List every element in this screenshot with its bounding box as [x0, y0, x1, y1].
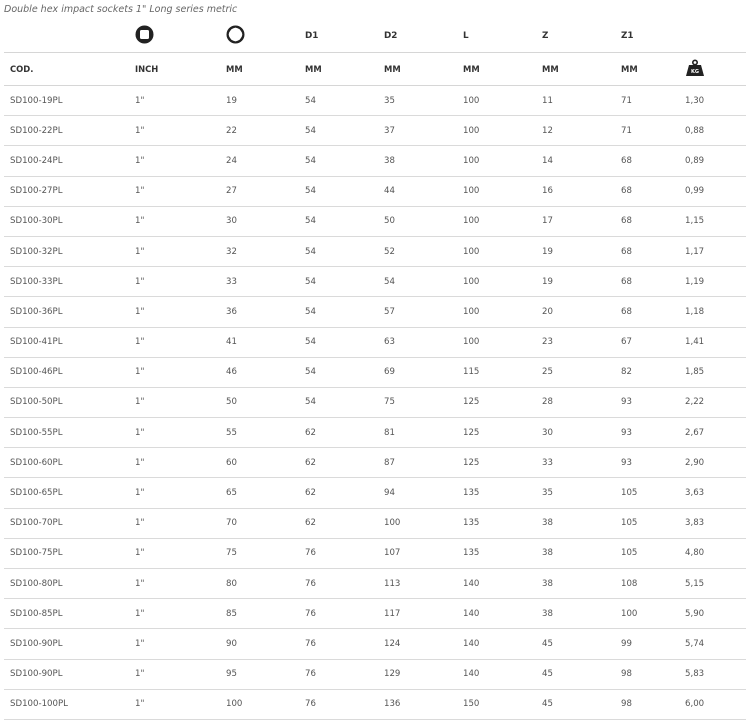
unit-mm-z: MM — [536, 53, 615, 86]
cell-z: 12 — [536, 116, 615, 146]
cell-z1: 67 — [615, 327, 679, 357]
cell-d2: 124 — [378, 629, 457, 659]
cell-d1: 54 — [299, 116, 378, 146]
header-dimension-row — [4, 20, 746, 53]
cell-weight: 4,80 — [679, 538, 746, 568]
cell-z: 23 — [536, 327, 615, 357]
cell-drive: 1" — [129, 659, 220, 689]
header-empty — [4, 20, 129, 53]
cell-drive: 1" — [129, 176, 220, 206]
header-z1: Z1 — [621, 31, 634, 41]
unit-mm-d1: MM — [299, 53, 378, 86]
table-body — [4, 86, 746, 720]
cell-weight: 2,22 — [679, 387, 746, 417]
cell-z: 25 — [536, 357, 615, 387]
cell-size: 65 — [220, 478, 299, 508]
cell-d1: 54 — [299, 297, 378, 327]
cell-z: 38 — [536, 508, 615, 538]
cell-d2: 37 — [378, 116, 457, 146]
cell-d2: 52 — [378, 236, 457, 266]
table-row — [4, 146, 746, 176]
table-row — [4, 116, 746, 146]
cell-z: 33 — [536, 448, 615, 478]
cell-d2: 100 — [378, 508, 457, 538]
cell-d1: 76 — [299, 689, 378, 719]
cell-weight: 0,99 — [679, 176, 746, 206]
sockets-spec-table — [4, 20, 746, 720]
table-row — [4, 297, 746, 327]
cell-z: 45 — [536, 659, 615, 689]
unit-inch: INCH — [129, 53, 220, 86]
cell-weight: 0,89 — [679, 146, 746, 176]
cell-weight: 3,83 — [679, 508, 746, 538]
cell-weight: 2,67 — [679, 418, 746, 448]
weight-kg-icon — [685, 59, 705, 79]
cell-d2: 87 — [378, 448, 457, 478]
cell-code: SD100-50PL — [4, 387, 129, 417]
header-empty-weight — [679, 20, 746, 53]
cell-weight: 1,17 — [679, 236, 746, 266]
cell-d1: 54 — [299, 146, 378, 176]
cell-z1: 68 — [615, 297, 679, 327]
cell-d2: 113 — [378, 569, 457, 599]
cell-code: SD100-46PL — [4, 357, 129, 387]
cell-size: 100 — [220, 689, 299, 719]
cell-z1: 68 — [615, 267, 679, 297]
cell-code: SD100-19PL — [4, 86, 129, 116]
cell-weight: 2,90 — [679, 448, 746, 478]
cell-weight: 1,15 — [679, 206, 746, 236]
cell-size: 27 — [220, 176, 299, 206]
cell-code: SD100-70PL — [4, 508, 129, 538]
cell-z: 45 — [536, 629, 615, 659]
cell-d1: 54 — [299, 267, 378, 297]
cell-size: 22 — [220, 116, 299, 146]
cell-size: 30 — [220, 206, 299, 236]
cell-d1: 62 — [299, 478, 378, 508]
table-row — [4, 599, 746, 629]
cell-size: 75 — [220, 538, 299, 568]
cell-z1: 93 — [615, 387, 679, 417]
cell-code: SD100-27PL — [4, 176, 129, 206]
cell-l: 100 — [457, 327, 536, 357]
cell-code: SD100-41PL — [4, 327, 129, 357]
cell-drive: 1" — [129, 599, 220, 629]
cell-weight: 5,83 — [679, 659, 746, 689]
cell-l: 140 — [457, 599, 536, 629]
table-row — [4, 327, 746, 357]
header-z: Z — [542, 31, 549, 41]
cell-l: 140 — [457, 659, 536, 689]
cell-d1: 76 — [299, 599, 378, 629]
table-row — [4, 357, 746, 387]
cell-l: 100 — [457, 236, 536, 266]
cell-drive: 1" — [129, 86, 220, 116]
cell-drive: 1" — [129, 206, 220, 236]
cell-z: 28 — [536, 387, 615, 417]
cell-d2: 35 — [378, 86, 457, 116]
cell-l: 115 — [457, 357, 536, 387]
cell-drive: 1" — [129, 236, 220, 266]
unit-mm-hex: MM — [220, 53, 299, 86]
cell-l: 100 — [457, 206, 536, 236]
cell-weight: 5,74 — [679, 629, 746, 659]
cell-z1: 98 — [615, 659, 679, 689]
cell-code: SD100-30PL — [4, 206, 129, 236]
cell-code: SD100-65PL — [4, 478, 129, 508]
cell-code: SD100-36PL — [4, 297, 129, 327]
table-row — [4, 629, 746, 659]
table-row — [4, 569, 746, 599]
cell-d1: 76 — [299, 659, 378, 689]
cell-l: 125 — [457, 387, 536, 417]
header-d2: D2 — [384, 31, 398, 41]
cell-drive: 1" — [129, 357, 220, 387]
hex-socket-icon — [226, 25, 245, 47]
cell-l: 125 — [457, 418, 536, 448]
cell-z1: 82 — [615, 357, 679, 387]
cell-z: 14 — [536, 146, 615, 176]
cell-d2: 44 — [378, 176, 457, 206]
cell-size: 46 — [220, 357, 299, 387]
cell-z: 30 — [536, 418, 615, 448]
cell-size: 60 — [220, 448, 299, 478]
cell-d2: 136 — [378, 689, 457, 719]
unit-mm-d2: MM — [378, 53, 457, 86]
cell-d2: 94 — [378, 478, 457, 508]
cell-d1: 76 — [299, 538, 378, 568]
header-d1: D1 — [305, 31, 319, 41]
cell-l: 150 — [457, 689, 536, 719]
cell-drive: 1" — [129, 448, 220, 478]
square-drive-icon — [135, 25, 154, 47]
cell-weight: 6,00 — [679, 689, 746, 719]
cell-l: 140 — [457, 569, 536, 599]
cell-z1: 105 — [615, 508, 679, 538]
cell-l: 100 — [457, 267, 536, 297]
table-row — [4, 176, 746, 206]
table-row — [4, 538, 746, 568]
cell-l: 100 — [457, 86, 536, 116]
table-row — [4, 508, 746, 538]
cell-l: 100 — [457, 146, 536, 176]
cell-code: SD100-33PL — [4, 267, 129, 297]
cell-z1: 68 — [615, 236, 679, 266]
cell-code: SD100-32PL — [4, 236, 129, 266]
cell-z: 11 — [536, 86, 615, 116]
cell-size: 33 — [220, 267, 299, 297]
cell-d2: 63 — [378, 327, 457, 357]
unit-code: COD. — [4, 53, 129, 86]
cell-size: 50 — [220, 387, 299, 417]
table-caption: Double hex impact sockets 1" Long series metric — [4, 4, 238, 15]
cell-size: 32 — [220, 236, 299, 266]
cell-d1: 54 — [299, 176, 378, 206]
cell-z: 38 — [536, 599, 615, 629]
cell-size: 85 — [220, 599, 299, 629]
cell-size: 24 — [220, 146, 299, 176]
cell-d2: 57 — [378, 297, 457, 327]
table-row — [4, 86, 746, 116]
table-row — [4, 267, 746, 297]
cell-z1: 108 — [615, 569, 679, 599]
cell-d2: 38 — [378, 146, 457, 176]
cell-l: 135 — [457, 538, 536, 568]
cell-z1: 100 — [615, 599, 679, 629]
cell-drive: 1" — [129, 327, 220, 357]
cell-d2: 81 — [378, 418, 457, 448]
cell-z: 45 — [536, 689, 615, 719]
cell-z: 19 — [536, 267, 615, 297]
cell-l: 100 — [457, 297, 536, 327]
cell-d1: 76 — [299, 569, 378, 599]
cell-drive: 1" — [129, 538, 220, 568]
unit-weight-cell — [679, 53, 746, 86]
cell-z1: 71 — [615, 116, 679, 146]
cell-size: 90 — [220, 629, 299, 659]
table-row — [4, 418, 746, 448]
cell-z: 35 — [536, 478, 615, 508]
header-hex-socket-cell — [220, 20, 299, 53]
cell-z: 38 — [536, 569, 615, 599]
cell-weight: 5,15 — [679, 569, 746, 599]
table-row — [4, 236, 746, 266]
cell-l: 140 — [457, 629, 536, 659]
cell-z1: 68 — [615, 146, 679, 176]
cell-size: 36 — [220, 297, 299, 327]
cell-d2: 50 — [378, 206, 457, 236]
cell-z1: 105 — [615, 538, 679, 568]
cell-drive: 1" — [129, 297, 220, 327]
cell-z1: 99 — [615, 629, 679, 659]
cell-weight: 5,90 — [679, 599, 746, 629]
cell-weight: 1,41 — [679, 327, 746, 357]
cell-weight: 3,63 — [679, 478, 746, 508]
cell-size: 19 — [220, 86, 299, 116]
cell-code: SD100-100PL — [4, 689, 129, 719]
table-row — [4, 448, 746, 478]
table-row — [4, 206, 746, 236]
cell-weight: 1,30 — [679, 86, 746, 116]
cell-d1: 54 — [299, 387, 378, 417]
cell-z: 16 — [536, 176, 615, 206]
cell-d1: 54 — [299, 86, 378, 116]
cell-code: SD100-90PL — [4, 629, 129, 659]
cell-d1: 54 — [299, 357, 378, 387]
cell-d2: 75 — [378, 387, 457, 417]
svg-text:KG: KG — [691, 69, 699, 76]
cell-d1: 62 — [299, 508, 378, 538]
cell-weight: 1,85 — [679, 357, 746, 387]
cell-d2: 117 — [378, 599, 457, 629]
cell-z1: 71 — [615, 86, 679, 116]
cell-d1: 54 — [299, 327, 378, 357]
cell-code: SD100-22PL — [4, 116, 129, 146]
cell-size: 55 — [220, 418, 299, 448]
cell-code: SD100-75PL — [4, 538, 129, 568]
cell-d2: 129 — [378, 659, 457, 689]
unit-mm-l: MM — [457, 53, 536, 86]
cell-l: 100 — [457, 176, 536, 206]
cell-size: 70 — [220, 508, 299, 538]
cell-weight: 0,88 — [679, 116, 746, 146]
table-row — [4, 659, 746, 689]
cell-drive: 1" — [129, 146, 220, 176]
cell-code: SD100-55PL — [4, 418, 129, 448]
cell-l: 135 — [457, 508, 536, 538]
cell-z: 17 — [536, 206, 615, 236]
header-square-drive-cell — [129, 20, 220, 53]
cell-z1: 93 — [615, 418, 679, 448]
cell-l: 125 — [457, 448, 536, 478]
cell-z: 19 — [536, 236, 615, 266]
cell-size: 41 — [220, 327, 299, 357]
cell-size: 80 — [220, 569, 299, 599]
cell-l: 135 — [457, 478, 536, 508]
unit-mm-z1: MM — [615, 53, 679, 86]
cell-d1: 54 — [299, 206, 378, 236]
header-units-row — [4, 53, 746, 86]
cell-z1: 93 — [615, 448, 679, 478]
cell-drive: 1" — [129, 387, 220, 417]
cell-d1: 62 — [299, 418, 378, 448]
table-row — [4, 689, 746, 719]
cell-weight: 1,18 — [679, 297, 746, 327]
cell-drive: 1" — [129, 689, 220, 719]
cell-drive: 1" — [129, 116, 220, 146]
cell-d2: 69 — [378, 357, 457, 387]
cell-z1: 98 — [615, 689, 679, 719]
cell-drive: 1" — [129, 267, 220, 297]
cell-d2: 107 — [378, 538, 457, 568]
cell-code: SD100-90PL — [4, 659, 129, 689]
cell-drive: 1" — [129, 418, 220, 448]
cell-drive: 1" — [129, 478, 220, 508]
cell-d1: 62 — [299, 448, 378, 478]
cell-code: SD100-24PL — [4, 146, 129, 176]
cell-d2: 54 — [378, 267, 457, 297]
cell-drive: 1" — [129, 508, 220, 538]
cell-drive: 1" — [129, 569, 220, 599]
cell-d1: 76 — [299, 629, 378, 659]
cell-l: 100 — [457, 116, 536, 146]
cell-size: 95 — [220, 659, 299, 689]
cell-weight: 1,19 — [679, 267, 746, 297]
cell-z1: 68 — [615, 206, 679, 236]
cell-d1: 54 — [299, 236, 378, 266]
cell-z: 20 — [536, 297, 615, 327]
cell-drive: 1" — [129, 629, 220, 659]
cell-z1: 68 — [615, 176, 679, 206]
cell-code: SD100-80PL — [4, 569, 129, 599]
cell-z1: 105 — [615, 478, 679, 508]
cell-z: 38 — [536, 538, 615, 568]
header-l: L — [463, 31, 469, 41]
cell-code: SD100-85PL — [4, 599, 129, 629]
table-row — [4, 387, 746, 417]
table-row — [4, 478, 746, 508]
cell-code: SD100-60PL — [4, 448, 129, 478]
